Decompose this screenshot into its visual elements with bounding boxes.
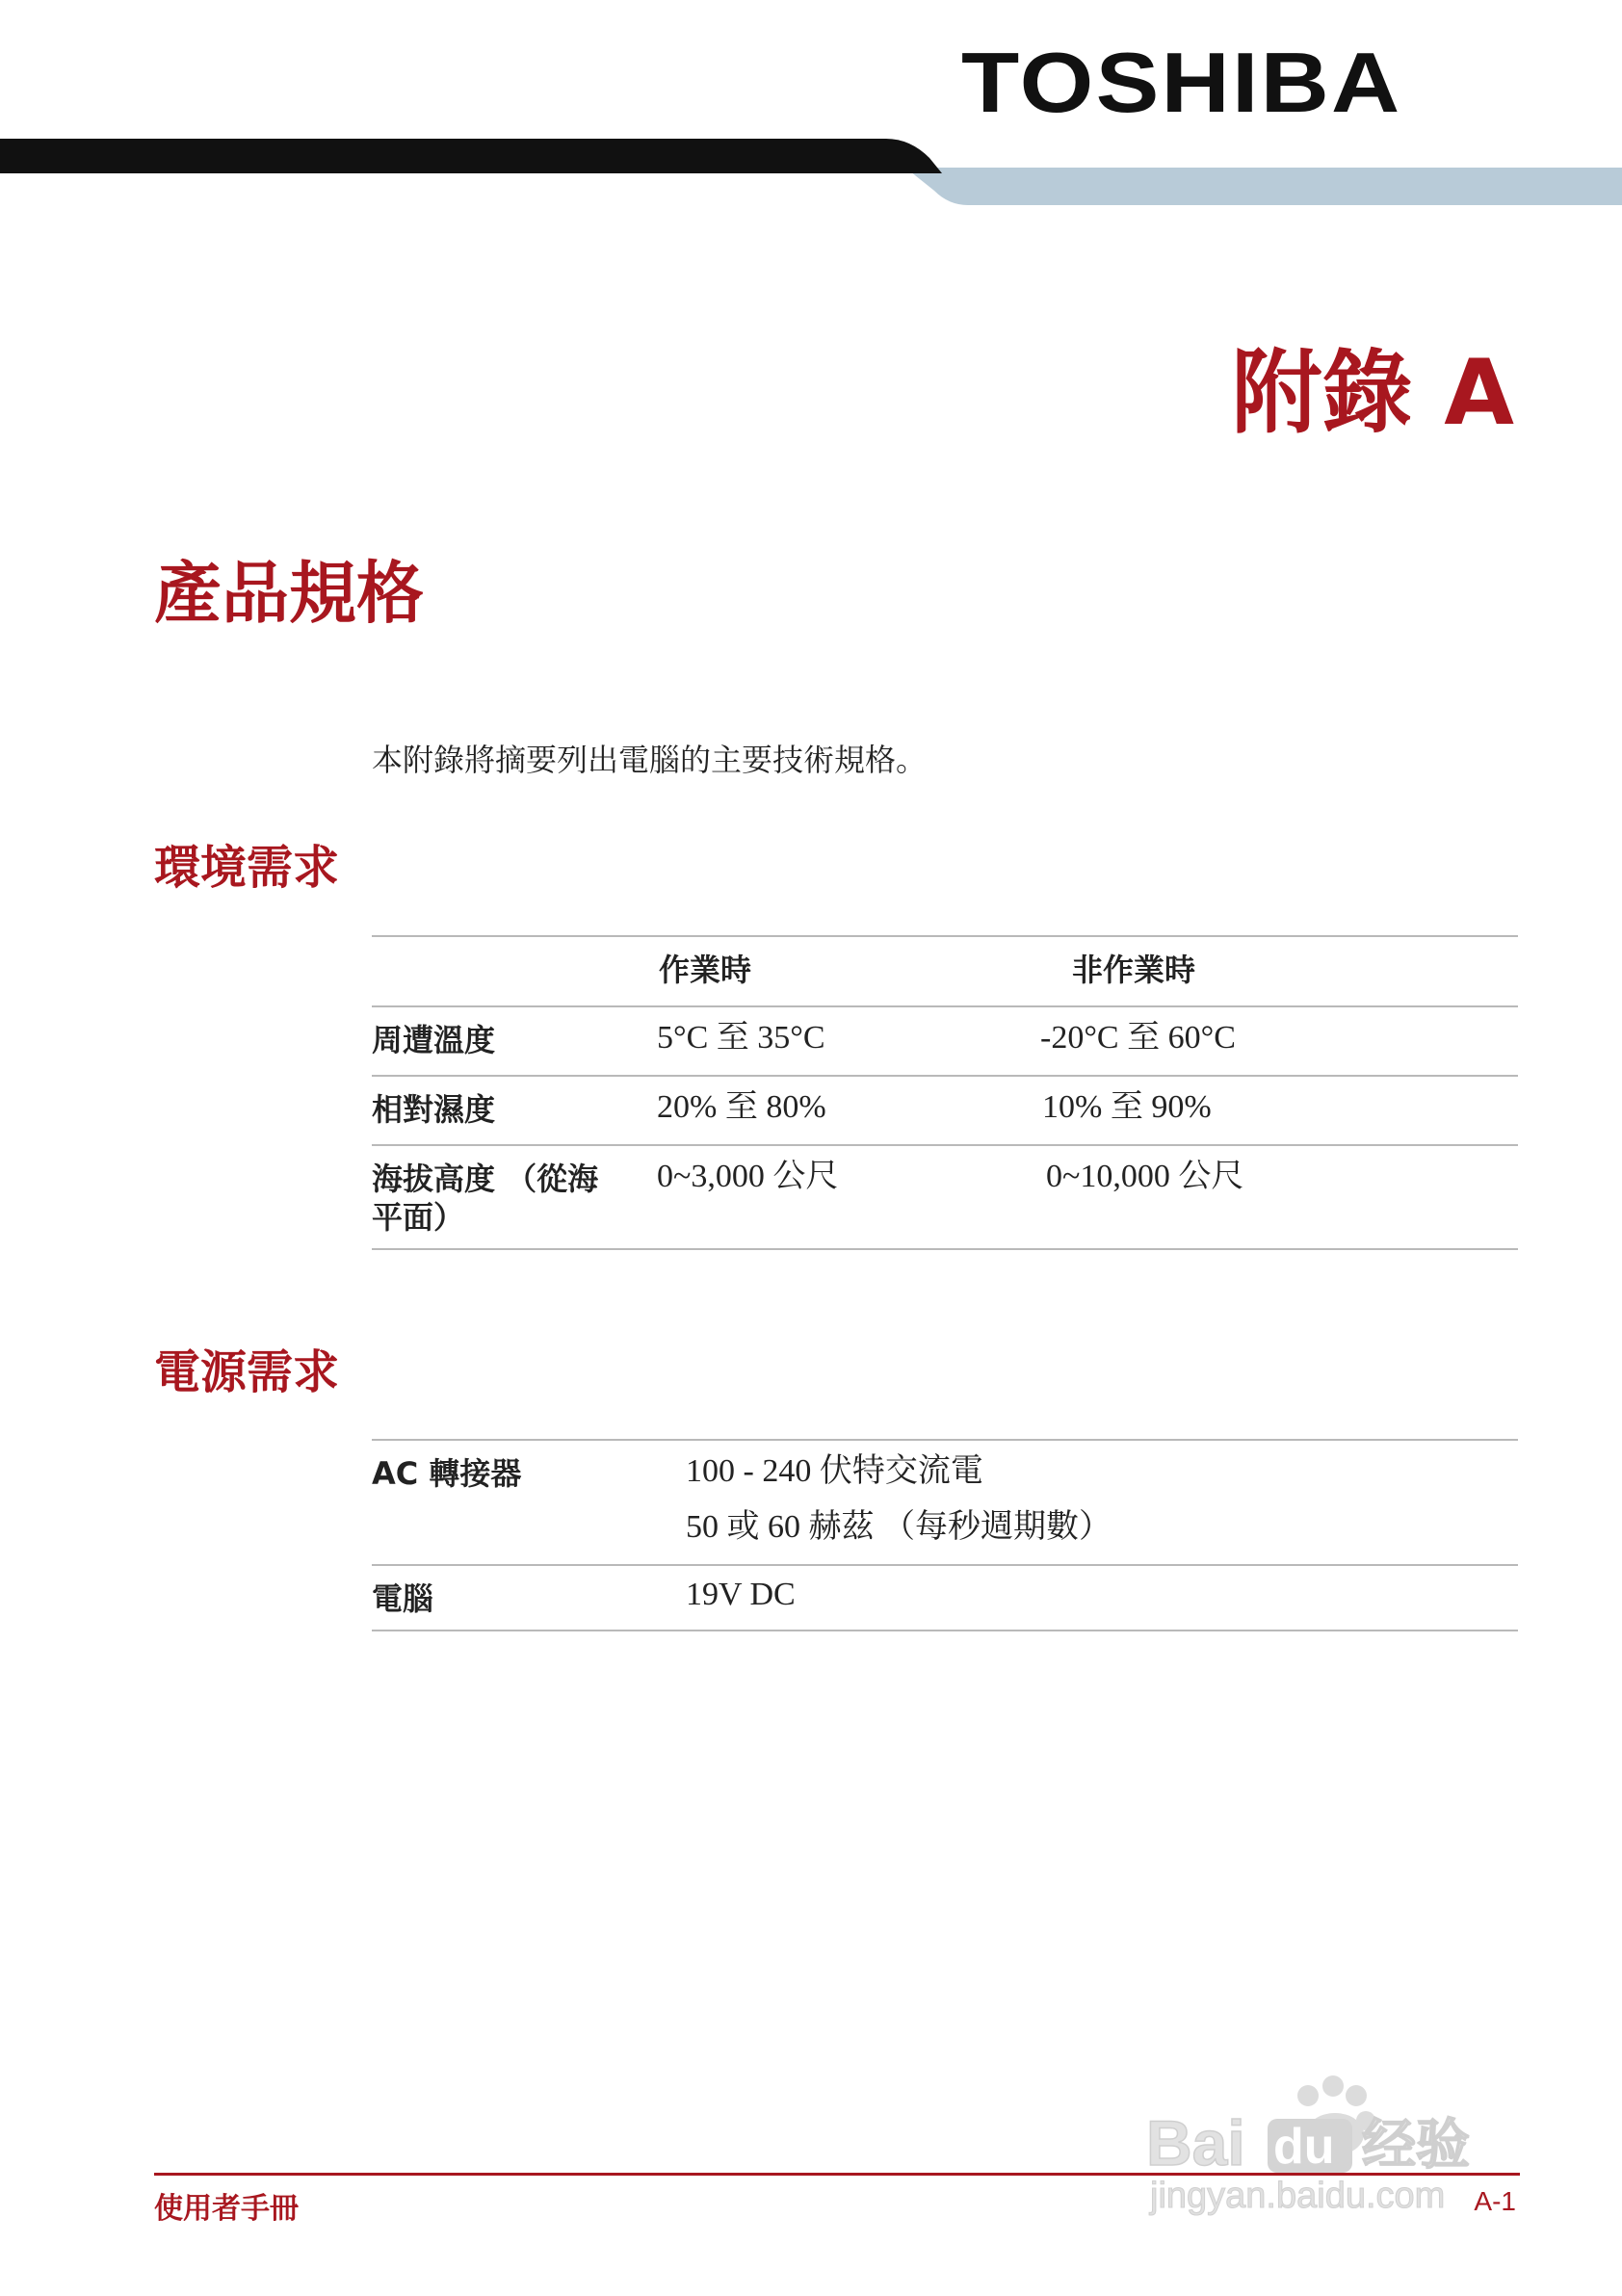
page-number: A-1 bbox=[1474, 2186, 1516, 2216]
column-header-non-operating: 非作業時 bbox=[1072, 952, 1196, 988]
footer-rule bbox=[154, 2173, 1520, 2176]
header-bar bbox=[0, 135, 1622, 212]
computer-voltage: 19V DC bbox=[686, 1577, 796, 1612]
table-rule bbox=[372, 1439, 1518, 1441]
footer-manual-title: 使用者手冊 bbox=[154, 2192, 299, 2226]
power-heading: 電源需求 bbox=[154, 1345, 340, 1399]
intro-text: 本附錄將摘要列出電腦的主要技術規格。 bbox=[372, 742, 928, 778]
row-label-altitude-cont: 平面） bbox=[372, 1199, 465, 1236]
table-rule bbox=[372, 1075, 1518, 1077]
table-rule bbox=[372, 1144, 1518, 1146]
chapter-title: 附錄 A bbox=[1231, 341, 1514, 446]
header-bar-dark bbox=[0, 139, 942, 173]
row-label-temperature: 周遭溫度 bbox=[372, 1022, 496, 1058]
row-label-humidity: 相對濕度 bbox=[372, 1091, 496, 1128]
header-bar-light bbox=[905, 168, 1622, 205]
watermark-url: jingyan.baidu.com bbox=[1150, 2176, 1446, 2216]
baidu-watermark bbox=[1146, 2061, 1522, 2225]
temperature-non-operating: -20°C 至 60°C bbox=[1040, 1020, 1236, 1056]
row-label-altitude: 海拔高度 （從海 bbox=[372, 1161, 599, 1197]
section-title: 產品規格 bbox=[154, 554, 424, 633]
column-header-operating: 作業時 bbox=[659, 952, 752, 988]
row-label-computer: 電腦 bbox=[372, 1580, 434, 1617]
environment-heading: 環境需求 bbox=[154, 841, 340, 895]
toshiba-logo: TOSHIBA bbox=[961, 35, 1402, 130]
table-rule bbox=[372, 1630, 1518, 1631]
altitude-operating: 0~3,000 公尺 bbox=[657, 1159, 839, 1194]
humidity-non-operating: 10% 至 90% bbox=[1042, 1089, 1212, 1125]
table-rule bbox=[372, 1248, 1518, 1250]
row-label-ac-adapter: AC 轉接器 bbox=[372, 1455, 522, 1492]
ac-adapter-voltage: 100 - 240 伏特交流電 bbox=[686, 1453, 983, 1489]
watermark-du: du bbox=[1273, 2119, 1335, 2175]
watermark-bai: Bai bbox=[1146, 2107, 1245, 2179]
temperature-operating: 5°C 至 35°C bbox=[657, 1020, 825, 1056]
altitude-non-operating: 0~10,000 公尺 bbox=[1046, 1159, 1244, 1194]
table-rule bbox=[372, 1005, 1518, 1007]
table-rule bbox=[372, 1564, 1518, 1566]
watermark-tag: 经验 bbox=[1362, 2114, 1470, 2177]
ac-adapter-frequency: 50 或 60 赫茲 （每秒週期數） bbox=[686, 1509, 1112, 1545]
humidity-operating: 20% 至 80% bbox=[657, 1089, 826, 1125]
table-rule bbox=[372, 935, 1518, 937]
